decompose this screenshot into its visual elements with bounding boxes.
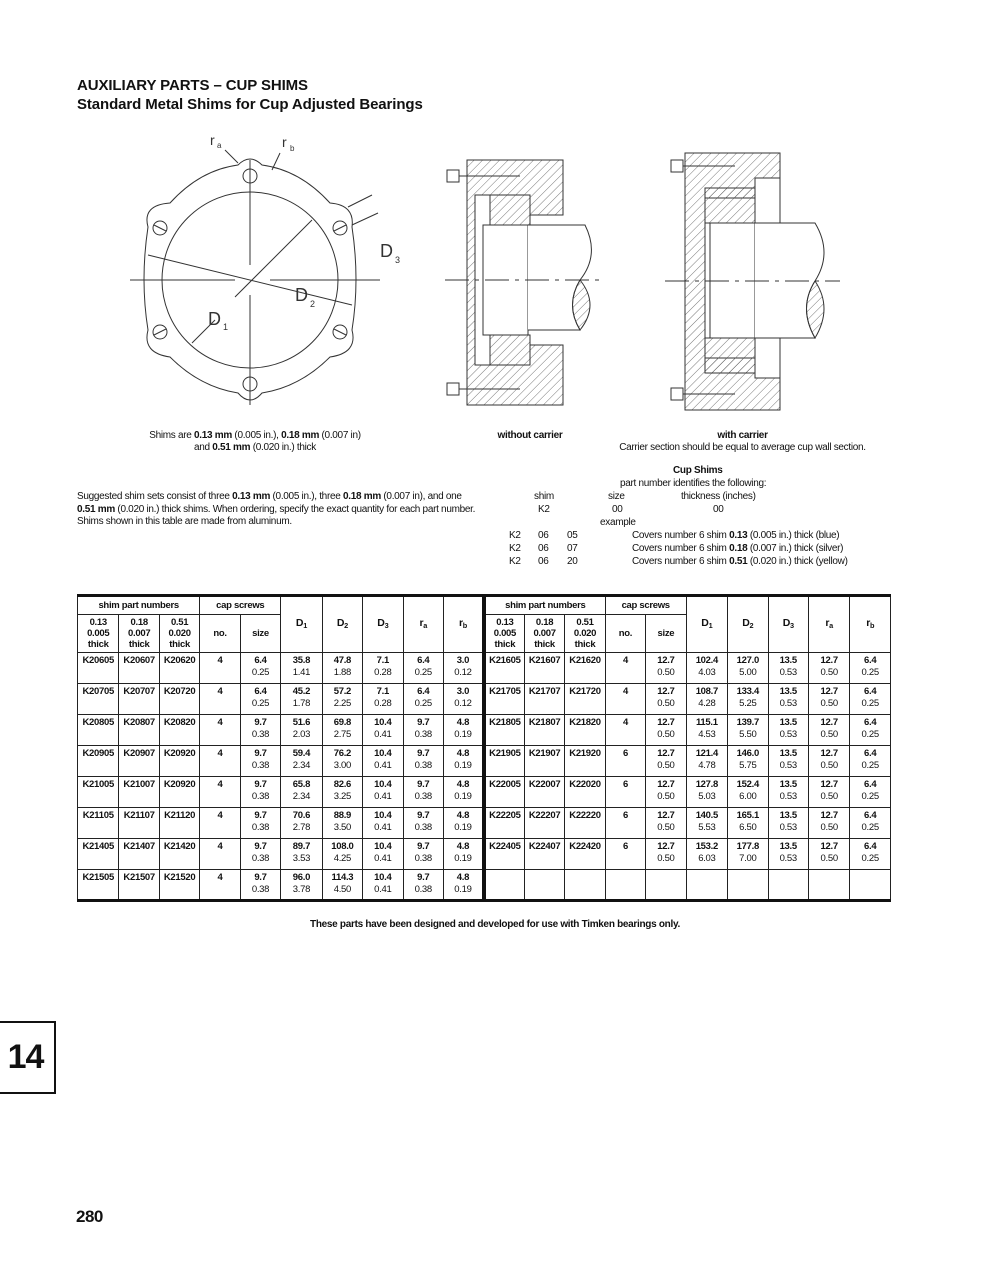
dim-d1: 65.8 2.34 bbox=[281, 777, 322, 808]
header-screw-no: no. bbox=[200, 615, 240, 653]
header-screw-size: size bbox=[646, 615, 686, 653]
header-d1: $D_1$ bbox=[686, 596, 727, 653]
table-row bbox=[78, 839, 891, 870]
dim-ra: 12.7 0.50 bbox=[808, 653, 849, 684]
part-number-018: K20607 bbox=[119, 653, 159, 684]
part-number-018: K20807 bbox=[119, 715, 159, 746]
page-heading bbox=[77, 76, 423, 114]
dim-d2: 146.0 5.75 bbox=[728, 746, 768, 777]
svg-text:b: b bbox=[290, 144, 295, 153]
page-title: AUXILIARY PARTS – CUP SHIMS bbox=[77, 77, 308, 94]
part-number-018: K21807 bbox=[524, 715, 564, 746]
header-thickness-018: 0.18 0.007 thick bbox=[119, 615, 159, 653]
cap-screw-size: 12.7 0.50 bbox=[646, 746, 686, 777]
dim-d1: 127.8 5.03 bbox=[686, 777, 727, 808]
timken-bearings-note: These parts have been designed and developed for use with Timken bearings only. bbox=[310, 919, 680, 930]
example-row: Covers number 6 shim 0.18 (0.007 in.) thick (silver) bbox=[632, 543, 844, 554]
shim-thickness-caption: Shims are 0.13 mm (0.005 in.), 0.18 mm (0.007 in) and 0.51 mm (0.020 in.) thick bbox=[149, 430, 361, 453]
dim-ra: 9.7 0.38 bbox=[403, 839, 443, 870]
table-row bbox=[78, 684, 891, 715]
part-number-051: K21520 bbox=[159, 870, 199, 901]
header-d3: $D_3$ bbox=[768, 596, 808, 653]
header-rb: $r_b$ bbox=[443, 596, 483, 653]
header-d3: $D_3$ bbox=[363, 596, 403, 653]
cap-screw-count bbox=[605, 870, 645, 901]
dim-rb: 6.4 0.25 bbox=[850, 808, 891, 839]
header-thickness-051: 0.51 0.020 thick bbox=[565, 615, 605, 653]
dim-ra: 12.7 0.50 bbox=[808, 684, 849, 715]
dim-rb: 6.4 0.25 bbox=[850, 839, 891, 870]
part-number-013: K22405 bbox=[484, 839, 524, 870]
part-number-018: K21107 bbox=[119, 808, 159, 839]
dim-rb: 4.8 0.19 bbox=[443, 715, 483, 746]
dim-d1: 89.7 3.53 bbox=[281, 839, 322, 870]
dim-d1: 108.7 4.28 bbox=[686, 684, 727, 715]
dim-ra: 12.7 0.50 bbox=[808, 808, 849, 839]
cap-screw-size: 12.7 0.50 bbox=[646, 653, 686, 684]
cap-screw-count: 4 bbox=[200, 777, 240, 808]
part-number-013: K20905 bbox=[78, 746, 119, 777]
cap-screw-count: 4 bbox=[605, 684, 645, 715]
cap-screw-size: 12.7 0.50 bbox=[646, 715, 686, 746]
table-row bbox=[78, 777, 891, 808]
dim-d3: 10.4 0.41 bbox=[363, 808, 403, 839]
with-carrier-drawing bbox=[665, 148, 840, 413]
part-number-051: K20920 bbox=[159, 777, 199, 808]
dim-d3: 10.4 0.41 bbox=[363, 777, 403, 808]
table-row bbox=[78, 870, 891, 901]
dim-rb: 3.0 0.12 bbox=[443, 653, 483, 684]
cap-screw-size: 6.4 0.25 bbox=[240, 653, 280, 684]
dim-d2: 177.8 7.00 bbox=[728, 839, 768, 870]
dim-d1: 115.1 4.53 bbox=[686, 715, 727, 746]
cap-screw-count: 4 bbox=[200, 839, 240, 870]
header-screw-no: no. bbox=[605, 615, 645, 653]
part-number-013: K20805 bbox=[78, 715, 119, 746]
dim-d1: 96.0 3.78 bbox=[281, 870, 322, 901]
dim-rb: 4.8 0.19 bbox=[443, 839, 483, 870]
dim-d2: 47.8 1.88 bbox=[322, 653, 362, 684]
cap-screw-count: 4 bbox=[200, 684, 240, 715]
dim-ra: 9.7 0.38 bbox=[403, 715, 443, 746]
dim-d2: 114.3 4.50 bbox=[322, 870, 362, 901]
dim-d3: 7.1 0.28 bbox=[363, 684, 403, 715]
cap-screw-count: 6 bbox=[605, 746, 645, 777]
part-number-013: K21105 bbox=[78, 808, 119, 839]
part-number-013: K21505 bbox=[78, 870, 119, 901]
cap-screw-size bbox=[646, 870, 686, 901]
dim-d1: 153.2 6.03 bbox=[686, 839, 727, 870]
cap-screw-size: 9.7 0.38 bbox=[240, 839, 280, 870]
with-carrier-caption: with carrier Carrier section should be equal to average cup wall section. bbox=[619, 430, 866, 453]
part-number-018: K22207 bbox=[524, 808, 564, 839]
cap-screw-count: 4 bbox=[605, 653, 645, 684]
cup-shims-table bbox=[77, 594, 891, 902]
label-d2: D bbox=[295, 285, 308, 305]
cap-screw-count: 4 bbox=[605, 715, 645, 746]
dim-d2 bbox=[728, 870, 768, 901]
dim-ra: 9.7 0.38 bbox=[403, 746, 443, 777]
part-number-018: K21507 bbox=[119, 870, 159, 901]
svg-text:1: 1 bbox=[223, 322, 229, 332]
dim-ra: 6.4 0.25 bbox=[403, 653, 443, 684]
dim-d3: 13.5 0.53 bbox=[768, 684, 808, 715]
label-d1: D bbox=[208, 309, 221, 329]
cap-screw-count: 6 bbox=[605, 777, 645, 808]
dim-d3: 13.5 0.53 bbox=[768, 839, 808, 870]
header-rb: $r_b$ bbox=[850, 596, 891, 653]
dim-ra: 9.7 0.38 bbox=[403, 870, 443, 901]
dim-ra: 9.7 0.38 bbox=[403, 777, 443, 808]
part-number-018 bbox=[524, 870, 564, 901]
dim-ra: 9.7 0.38 bbox=[403, 808, 443, 839]
svg-text:3: 3 bbox=[395, 255, 401, 265]
part-number-051: K22220 bbox=[565, 808, 605, 839]
svg-text:2: 2 bbox=[310, 299, 316, 309]
label-d3: D bbox=[380, 241, 393, 261]
cap-screw-count: 4 bbox=[200, 808, 240, 839]
dim-d2: 57.2 2.25 bbox=[322, 684, 362, 715]
dim-rb: 3.0 0.12 bbox=[443, 684, 483, 715]
part-number-018: K21707 bbox=[524, 684, 564, 715]
dim-d2: 82.6 3.25 bbox=[322, 777, 362, 808]
dim-d1: 140.5 5.53 bbox=[686, 808, 727, 839]
cap-screw-count: 4 bbox=[200, 746, 240, 777]
table-row bbox=[78, 653, 891, 684]
header-shim-part-numbers: shim part numbers bbox=[484, 596, 605, 615]
dim-d1: 45.2 1.78 bbox=[281, 684, 322, 715]
header-cap-screws: cap screws bbox=[605, 596, 686, 615]
cap-screw-size: 12.7 0.50 bbox=[646, 777, 686, 808]
dim-ra: 12.7 0.50 bbox=[808, 746, 849, 777]
example-row: Covers number 6 shim 0.51 (0.020 in.) thick (yellow) bbox=[632, 556, 848, 567]
cap-screw-count: 4 bbox=[200, 870, 240, 901]
header-shim-part-numbers: shim part numbers bbox=[78, 596, 200, 615]
part-number-018: K22007 bbox=[524, 777, 564, 808]
dim-d2: 133.4 5.25 bbox=[728, 684, 768, 715]
page-subtitle: Standard Metal Shims for Cup Adjusted Bearings bbox=[77, 96, 423, 113]
cap-screw-size: 9.7 0.38 bbox=[240, 777, 280, 808]
dim-d1: 121.4 4.78 bbox=[686, 746, 727, 777]
part-number-051: K21620 bbox=[565, 653, 605, 684]
header-d1: $D_1$ bbox=[281, 596, 322, 653]
chapter-tab: 14 bbox=[0, 1021, 56, 1094]
part-number-051: K21820 bbox=[565, 715, 605, 746]
dim-rb: 6.4 0.25 bbox=[850, 715, 891, 746]
part-number-013: K21705 bbox=[484, 684, 524, 715]
dim-d2: 165.1 6.50 bbox=[728, 808, 768, 839]
dim-d1: 51.6 2.03 bbox=[281, 715, 322, 746]
cap-screw-size: 12.7 0.50 bbox=[646, 808, 686, 839]
part-number-051: K21120 bbox=[159, 808, 199, 839]
part-number-051: K21420 bbox=[159, 839, 199, 870]
header-ra: $r_a$ bbox=[808, 596, 849, 653]
part-number-013: K21805 bbox=[484, 715, 524, 746]
cup-shims-title: Cup Shims bbox=[673, 465, 723, 476]
dim-d3: 10.4 0.41 bbox=[363, 715, 403, 746]
dim-ra: 12.7 0.50 bbox=[808, 839, 849, 870]
cap-screw-count: 4 bbox=[200, 653, 240, 684]
header-d2: $D_2$ bbox=[728, 596, 768, 653]
part-number-051 bbox=[565, 870, 605, 901]
part-number-013: K20705 bbox=[78, 684, 119, 715]
cap-screw-size: 12.7 0.50 bbox=[646, 839, 686, 870]
dim-d3: 13.5 0.53 bbox=[768, 715, 808, 746]
part-number-051: K20920 bbox=[159, 746, 199, 777]
table-row bbox=[78, 808, 891, 839]
dim-d3: 13.5 0.53 bbox=[768, 746, 808, 777]
dim-d1: 102.4 4.03 bbox=[686, 653, 727, 684]
part-number-051: K20620 bbox=[159, 653, 199, 684]
dim-d2: 152.4 6.00 bbox=[728, 777, 768, 808]
dim-d1: 35.8 1.41 bbox=[281, 653, 322, 684]
part-number-018: K21607 bbox=[524, 653, 564, 684]
label-ra: r bbox=[210, 132, 215, 148]
header-cap-screws: cap screws bbox=[200, 596, 281, 615]
part-number-018: K20707 bbox=[119, 684, 159, 715]
dim-d3 bbox=[768, 870, 808, 901]
cap-screw-size: 12.7 0.50 bbox=[646, 684, 686, 715]
dim-d3: 13.5 0.53 bbox=[768, 777, 808, 808]
table-row bbox=[78, 715, 891, 746]
cup-shims-part-number-key: Cup Shims part number identifies the following: shim size thickness (inches) K2 00 00 example K2 06 05 Covers number 6 shim 0.13 (0.005 in.) thick (blue) K2 06 07 Covers number 6 shim 0.18 (0.007 in.) thick (silver) K2 06 20 Covers number 6 shim 0.51 (0.020 in.) thick (yellow) bbox=[509, 465, 848, 567]
part-number-051: K22020 bbox=[565, 777, 605, 808]
dim-rb bbox=[850, 870, 891, 901]
table-row bbox=[78, 746, 891, 777]
part-number-018: K21407 bbox=[119, 839, 159, 870]
dim-ra: 12.7 0.50 bbox=[808, 715, 849, 746]
label-rb: r bbox=[282, 134, 287, 150]
cap-screw-size: 9.7 0.38 bbox=[240, 870, 280, 901]
svg-text:a: a bbox=[217, 141, 222, 150]
dim-d2: 69.8 2.75 bbox=[322, 715, 362, 746]
part-number-051: K21720 bbox=[565, 684, 605, 715]
dim-d3: 10.4 0.41 bbox=[363, 870, 403, 901]
part-number-018: K21007 bbox=[119, 777, 159, 808]
header-thickness-051: 0.51 0.020 thick bbox=[159, 615, 199, 653]
dim-d2: 127.0 5.00 bbox=[728, 653, 768, 684]
header-ra: $r_a$ bbox=[403, 596, 443, 653]
part-number-013: K21405 bbox=[78, 839, 119, 870]
cap-screw-size: 9.7 0.38 bbox=[240, 746, 280, 777]
dim-d2: 76.2 3.00 bbox=[322, 746, 362, 777]
dim-ra: 6.4 0.25 bbox=[403, 684, 443, 715]
cap-screw-size: 9.7 0.38 bbox=[240, 715, 280, 746]
dim-d1 bbox=[686, 870, 727, 901]
part-number-013: K21005 bbox=[78, 777, 119, 808]
dim-d3: 13.5 0.53 bbox=[768, 808, 808, 839]
part-number-013: K21905 bbox=[484, 746, 524, 777]
header-screw-size: size bbox=[240, 615, 280, 653]
part-number-051: K22420 bbox=[565, 839, 605, 870]
page-number: 280 bbox=[76, 1207, 103, 1226]
cap-screw-size: 6.4 0.25 bbox=[240, 684, 280, 715]
example-row: Covers number 6 shim 0.13 (0.005 in.) thick (blue) bbox=[632, 530, 840, 541]
part-number-051: K21920 bbox=[565, 746, 605, 777]
part-number-013 bbox=[484, 870, 524, 901]
part-number-013: K22205 bbox=[484, 808, 524, 839]
cap-screw-count: 4 bbox=[200, 715, 240, 746]
part-number-013: K21605 bbox=[484, 653, 524, 684]
dim-rb: 4.8 0.19 bbox=[443, 746, 483, 777]
shim-plan-drawing bbox=[130, 125, 420, 415]
dim-rb: 6.4 0.25 bbox=[850, 746, 891, 777]
dim-rb: 4.8 0.19 bbox=[443, 777, 483, 808]
dim-d3: 10.4 0.41 bbox=[363, 839, 403, 870]
cap-screw-size: 9.7 0.38 bbox=[240, 808, 280, 839]
part-number-018: K21907 bbox=[524, 746, 564, 777]
cap-screw-count: 6 bbox=[605, 839, 645, 870]
header-d2: $D_2$ bbox=[322, 596, 362, 653]
dim-d1: 70.6 2.78 bbox=[281, 808, 322, 839]
cap-screw-count: 6 bbox=[605, 808, 645, 839]
dim-ra: 12.7 0.50 bbox=[808, 777, 849, 808]
dim-rb: 6.4 0.25 bbox=[850, 684, 891, 715]
without-carrier-caption: without carrier bbox=[497, 430, 563, 441]
header-thickness-013: 0.13 0.005 thick bbox=[484, 615, 524, 653]
dim-d1: 59.4 2.34 bbox=[281, 746, 322, 777]
part-number-013: K20605 bbox=[78, 653, 119, 684]
dim-rb: 6.4 0.25 bbox=[850, 777, 891, 808]
dim-rb: 4.8 0.19 bbox=[443, 808, 483, 839]
dim-d3: 13.5 0.53 bbox=[768, 653, 808, 684]
dim-d2: 88.9 3.50 bbox=[322, 808, 362, 839]
part-number-051: K20720 bbox=[159, 684, 199, 715]
part-number-018: K22407 bbox=[524, 839, 564, 870]
without-carrier-drawing bbox=[445, 155, 605, 410]
header-thickness-013: 0.13 0.005 thick bbox=[78, 615, 119, 653]
part-number-051: K20820 bbox=[159, 715, 199, 746]
dim-rb: 6.4 0.25 bbox=[850, 653, 891, 684]
dim-d3: 10.4 0.41 bbox=[363, 746, 403, 777]
dim-d2: 108.0 4.25 bbox=[322, 839, 362, 870]
part-number-013: K22005 bbox=[484, 777, 524, 808]
suggested-shim-sets-note: Suggested shim sets consist of three 0.13 mm (0.005 in.), three 0.18 mm (0.007 in), and one 0.51 mm (0.020 in.) thick shims. When ordering, specify the exact quantity for each part number. Shims shown in this table are made from aluminum. bbox=[77, 491, 476, 527]
dim-rb: 4.8 0.19 bbox=[443, 870, 483, 901]
dim-ra bbox=[808, 870, 849, 901]
dim-d2: 139.7 5.50 bbox=[728, 715, 768, 746]
dim-d3: 7.1 0.28 bbox=[363, 653, 403, 684]
header-thickness-018: 0.18 0.007 thick bbox=[524, 615, 564, 653]
part-number-018: K20907 bbox=[119, 746, 159, 777]
